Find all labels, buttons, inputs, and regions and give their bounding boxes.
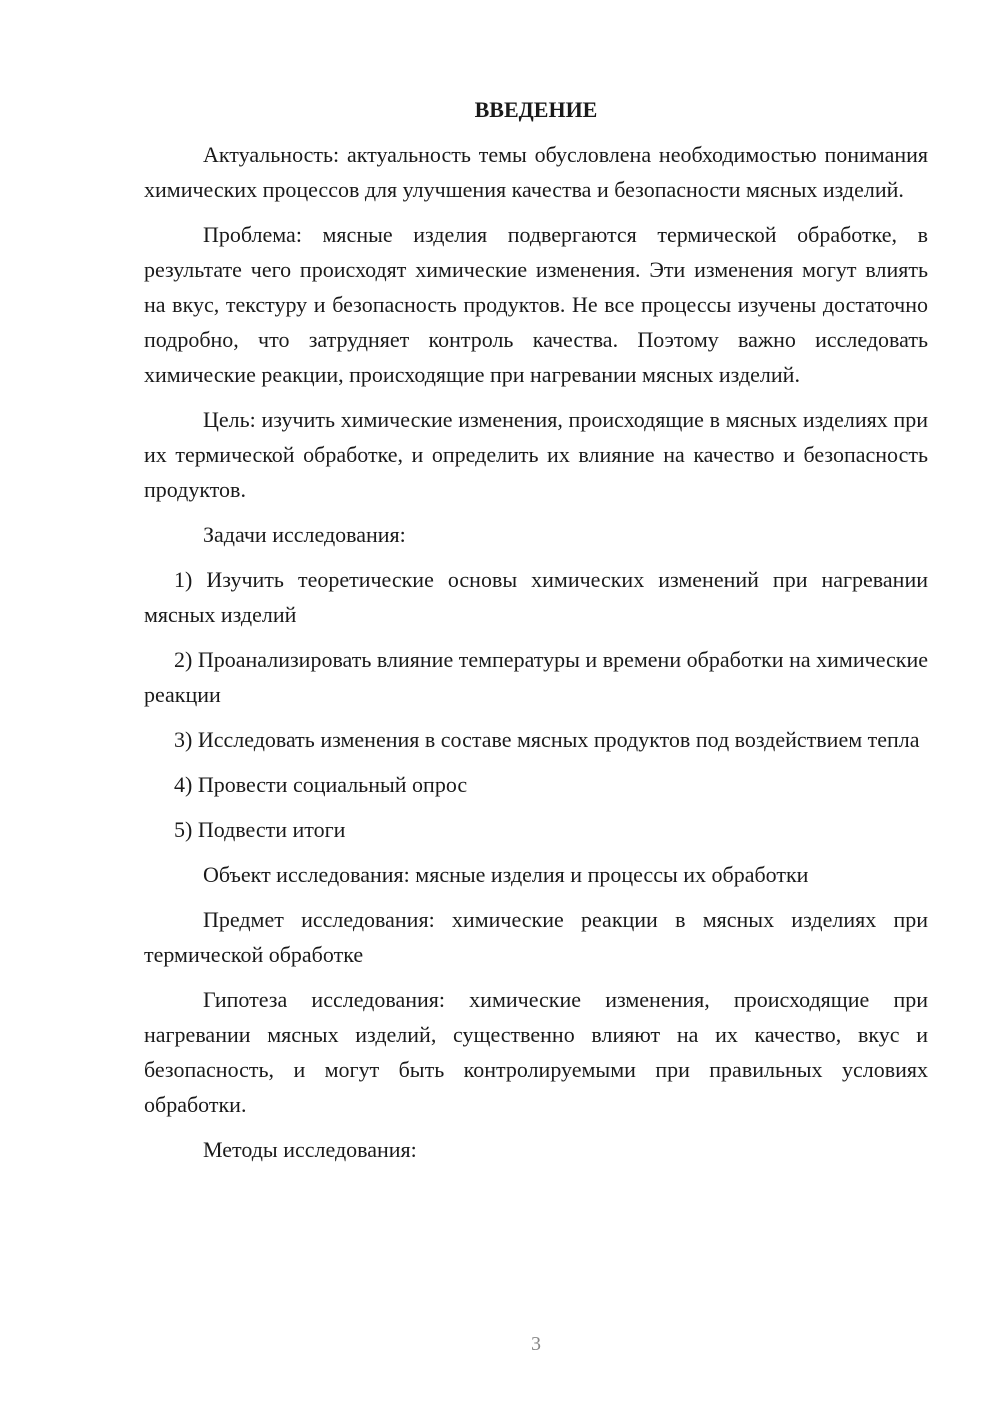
list-item: 2) Проанализировать влияние температуры и времени обработки на химические реакции	[144, 647, 928, 707]
document-title: ВВЕДЕНИЕ	[474, 97, 598, 122]
list-item: 1) Изучить теоретические основы химических изменений при нагревании мясных изделий	[144, 567, 928, 627]
subject-paragraph: Предмет исследования: химические реакции в мясных изделиях при термической обработке	[144, 907, 928, 967]
object-paragraph: Объект исследования: мясные изделия и процессы их обработки	[203, 862, 809, 887]
page-number: 3	[531, 1333, 541, 1355]
problem-paragraph: Проблема: мясные изделия подвергаются термической обработке, в результате чего происходят химические изменения. Эти изменения могут влиять на вкус, текстуру и безопасность продуктов. Не все процессы изучены достаточно подробно, что затрудняет контроль качества. Поэтому важно исследовать химические реакции, происходящие при нагревании мясных изделий.	[144, 222, 928, 387]
relevance-paragraph: Актуальность: актуальность темы обусловлена необходимостью понимания химических процессов для улучшения качества и безопасности мясных изделий.	[144, 142, 928, 202]
goal-paragraph: Цель: изучить химические изменения, происходящие в мясных изделиях при их термической обработке, и определить их влияние на качество и безопасность продуктов.	[144, 407, 928, 502]
hypothesis-paragraph: Гипотеза исследования: химические изменения, происходящие при нагревании мясных изделий, существенно влияют на их качество, вкус и безопасность, и могут быть контролируемыми при правильных условиях обработки.	[144, 987, 928, 1117]
list-item: 5) Подвести итоги	[174, 817, 346, 842]
tasks-heading: Задачи исследования:	[203, 522, 406, 547]
document-page	[144, 92, 928, 1177]
list-item: 3) Исследовать изменения в составе мясных продуктов под воздействием тепла	[174, 727, 920, 752]
methods-heading: Методы исследования:	[203, 1137, 417, 1162]
list-item: 4) Провести социальный опрос	[174, 772, 468, 797]
tasks-list	[144, 562, 928, 847]
